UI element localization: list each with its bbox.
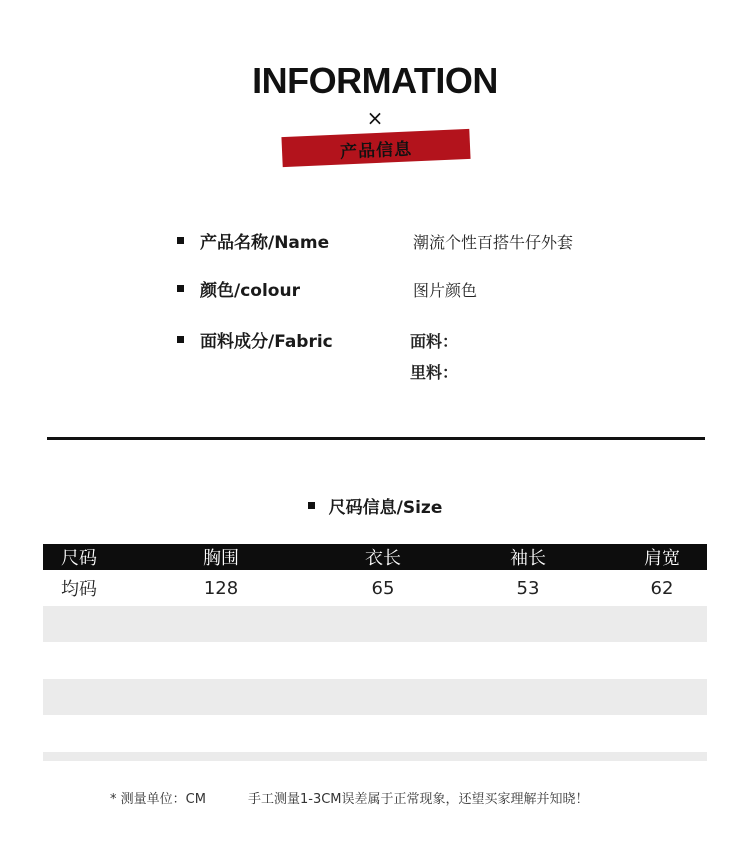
measurement-note bbox=[0, 788, 750, 808]
info-label: 颜色/colour bbox=[200, 281, 300, 301]
table-row bbox=[43, 570, 707, 606]
bullet-icon bbox=[177, 285, 184, 292]
column-header: 胸围 bbox=[203, 548, 239, 569]
table-header-row bbox=[43, 544, 707, 570]
banner-text: 产品信息 bbox=[339, 138, 413, 163]
bullet-icon bbox=[308, 502, 315, 509]
empty-table-row bbox=[43, 679, 707, 715]
fabric-lining-label: 里料： bbox=[410, 363, 459, 382]
empty-table-row bbox=[43, 752, 707, 761]
info-row-fabric bbox=[0, 327, 750, 387]
size-table bbox=[43, 544, 707, 761]
info-row-colour bbox=[0, 276, 750, 306]
empty-table-row bbox=[43, 715, 707, 752]
column-header: 尺码 bbox=[61, 548, 97, 569]
section-banner bbox=[281, 129, 470, 167]
info-label: 面料成分/Fabric bbox=[200, 332, 333, 352]
table-cell: 均码 bbox=[61, 579, 97, 600]
info-value: 图片颜色 bbox=[413, 281, 478, 300]
fabric-outer-label: 面料： bbox=[410, 332, 459, 351]
column-header: 衣长 bbox=[365, 548, 401, 569]
info-value: 潮流个性百搭牛仔外套 bbox=[413, 233, 574, 252]
tolerance-note: 手工测量1-3CM误差属于正常现象，还望买家理解并知晓！ bbox=[248, 792, 589, 807]
cross-symbol: × bbox=[366, 106, 384, 130]
section-divider bbox=[47, 437, 705, 440]
empty-table-row bbox=[43, 606, 707, 642]
table-cell: 128 bbox=[203, 577, 239, 599]
size-section-title bbox=[0, 493, 750, 517]
empty-table-row bbox=[43, 642, 707, 679]
column-header: 肩宽 bbox=[644, 548, 680, 569]
bullet-icon bbox=[177, 237, 184, 244]
info-row-name bbox=[0, 228, 750, 258]
bullet-icon bbox=[177, 336, 184, 343]
table-cell: 53 bbox=[516, 577, 540, 599]
column-header: 袖长 bbox=[510, 548, 546, 569]
unit-note: * 测量单位：CM bbox=[110, 792, 206, 807]
table-cell: 65 bbox=[371, 577, 395, 599]
size-title-text: 尺码信息/Size bbox=[328, 497, 443, 518]
info-label: 产品名称/Name bbox=[200, 233, 330, 253]
table-cell: 62 bbox=[650, 577, 674, 599]
page-title: INFORMATION bbox=[252, 60, 498, 101]
